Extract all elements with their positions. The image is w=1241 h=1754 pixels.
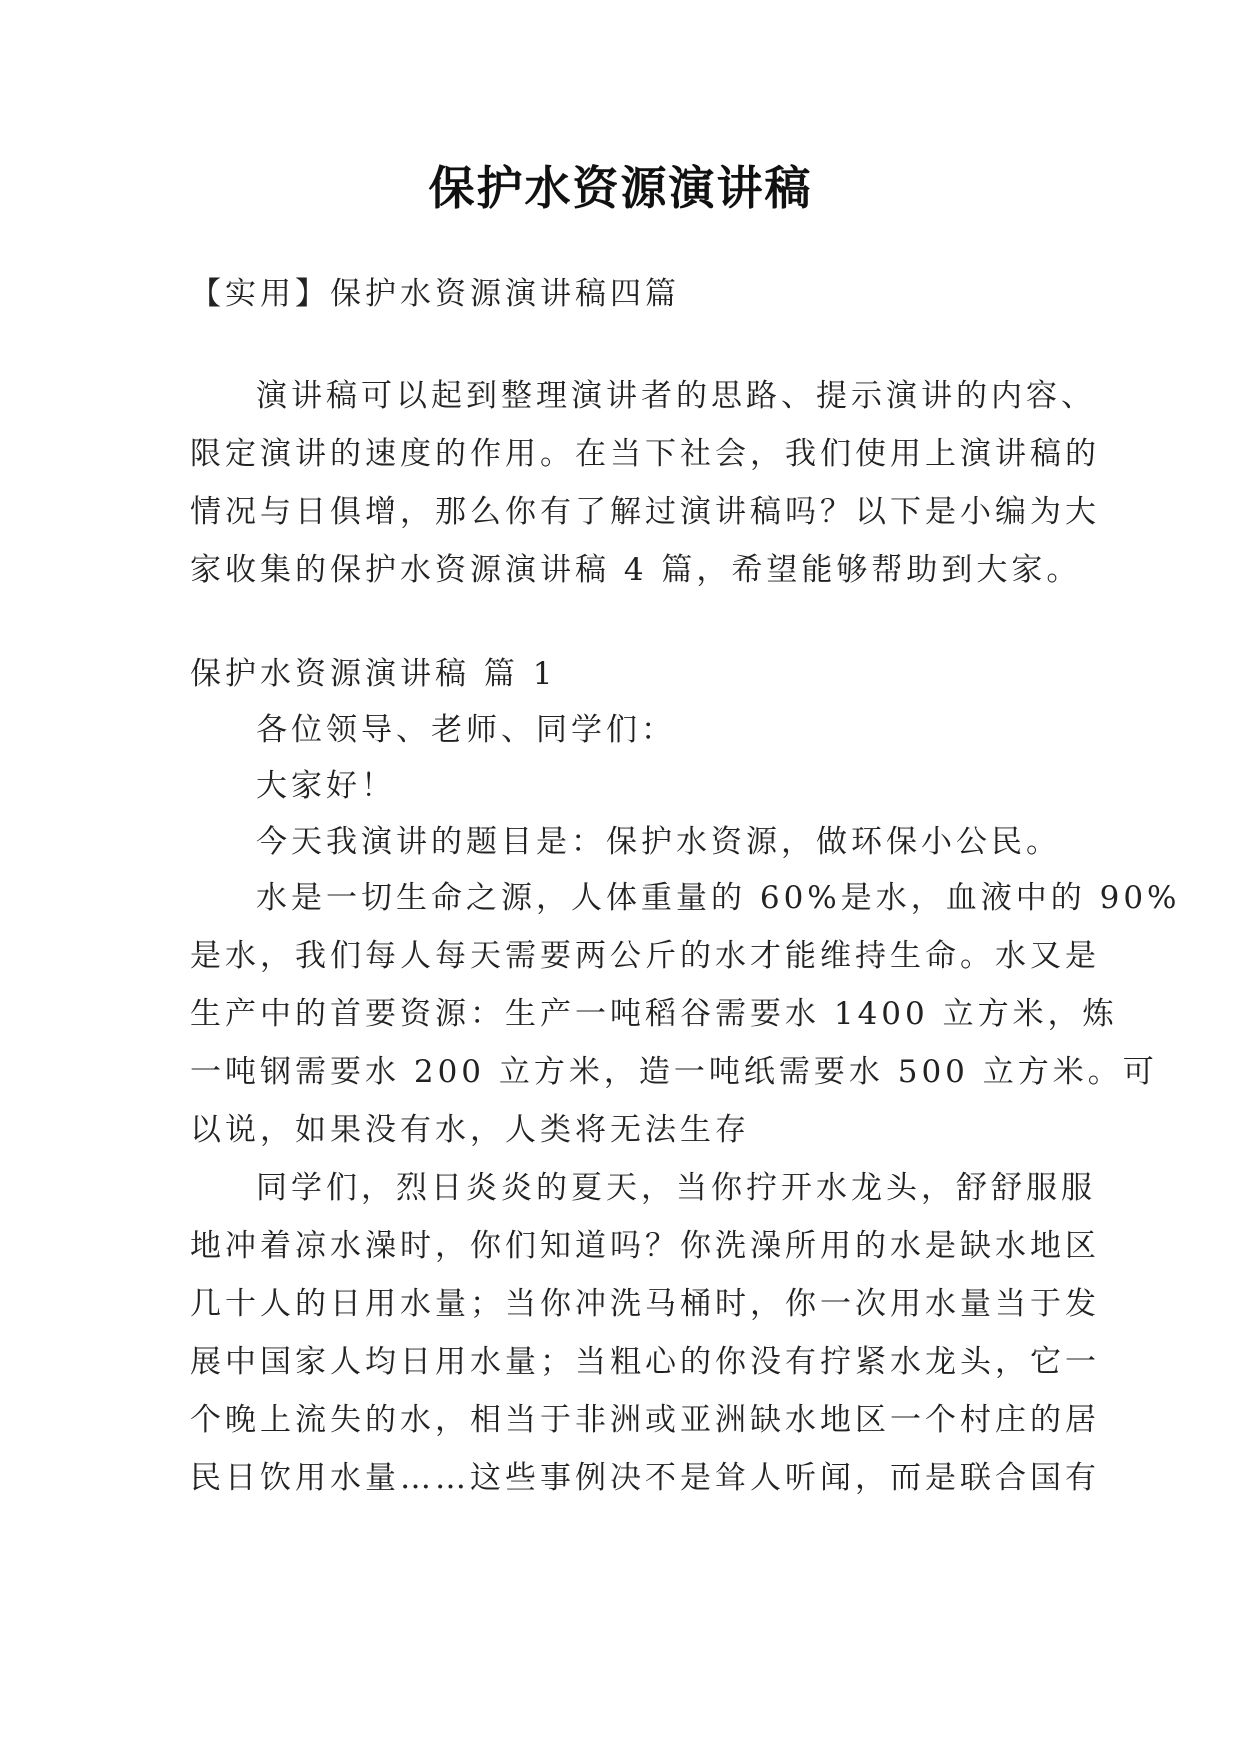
- intro-line: 演讲稿可以起到整理演讲者的思路、提示演讲的内容、: [256, 378, 1096, 414]
- paragraph-line: 展中国家人均日用水量；当粗心的你没有拧紧水龙头，它一: [190, 1344, 1100, 1380]
- hello: 大家好！: [256, 768, 396, 804]
- intro-line: 家收集的保护水资源演讲稿 4 篇，希望能够帮助到大家。: [190, 552, 1082, 588]
- paragraph-line: 几十人的日用水量；当你冲洗马桶时，你一次用水量当于发: [190, 1286, 1100, 1322]
- paragraph-line: 水是一切生命之源，人体重量的 60%是水，血液中的 90%: [256, 880, 1181, 916]
- paragraph-line: 一吨钢需要水 200 立方米，造一吨纸需要水 500 立方米。可: [190, 1054, 1158, 1090]
- paragraph-line: 民日饮用水量……这些事例决不是耸人听闻，而是联合国有: [190, 1460, 1100, 1496]
- paragraph-line: 是水，我们每人每天需要两公斤的水才能维持生命。水又是: [190, 938, 1100, 974]
- section-heading: 保护水资源演讲稿 篇 1: [190, 656, 557, 692]
- paragraph-line: 个晚上流失的水，相当于非洲或亚洲缺水地区一个村庄的居: [190, 1402, 1100, 1438]
- paragraph-line: 同学们，烈日炎炎的夏天，当你拧开水龙头，舒舒服服: [256, 1170, 1096, 1206]
- intro-line: 限定演讲的速度的作用。在当下社会，我们使用上演讲稿的: [190, 436, 1100, 472]
- topic: 今天我演讲的题目是：保护水资源，做环保小公民。: [256, 824, 1061, 860]
- paragraph-line: 地冲着凉水澡时，你们知道吗？你洗澡所用的水是缺水地区: [190, 1228, 1100, 1264]
- greeting: 各位领导、老师、同学们：: [256, 712, 676, 748]
- paragraph-line: 生产中的首要资源：生产一吨稻谷需要水 1400 立方米，炼: [190, 996, 1118, 1032]
- paragraph-line: 以说，如果没有水，人类将无法生存: [190, 1112, 750, 1148]
- intro-line: 情况与日俱增，那么你有了解过演讲稿吗？以下是小编为大: [190, 494, 1100, 530]
- document-title: 保护水资源演讲稿: [428, 161, 813, 215]
- document-subtitle: 【实用】保护水资源演讲稿四篇: [190, 276, 680, 312]
